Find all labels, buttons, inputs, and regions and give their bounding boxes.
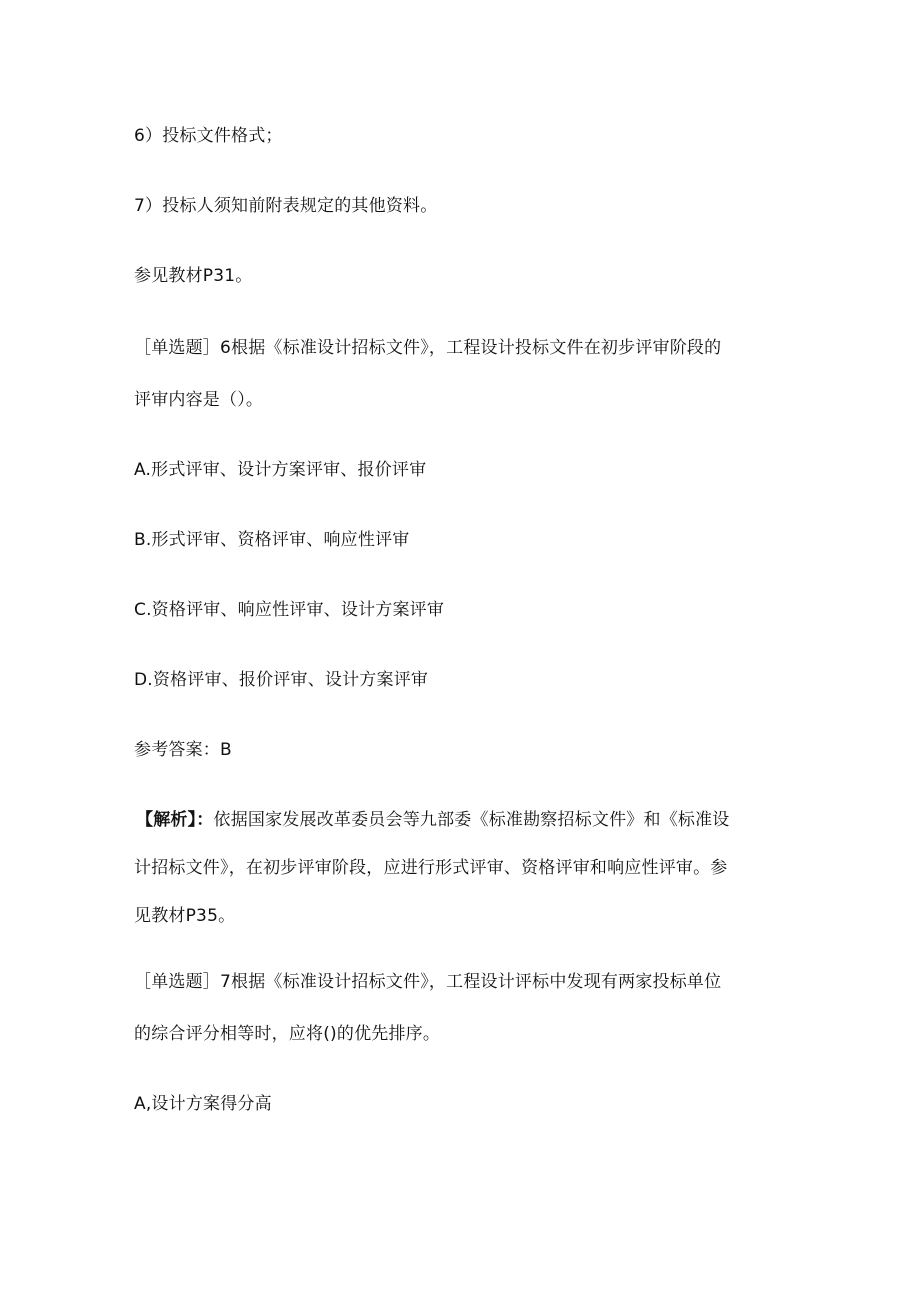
analysis-line-3: 见教材P35。 bbox=[134, 906, 236, 926]
question-6-text-line-2: 评审内容是（）。 bbox=[134, 390, 264, 410]
analysis-line-2: 计招标文件》，在初步评审阶段，应进行形式评审、资格评审和响应性评审。参 bbox=[134, 858, 728, 878]
question-7-text-line-1: ［单选题］7根据《标准设计招标文件》，工程设计评标中发现有两家投标单位 bbox=[134, 972, 722, 992]
question-6-text-line-1: ［单选题］6根据《标准设计招标文件》，工程设计投标文件在初步评审阶段的 bbox=[134, 338, 722, 358]
analysis-text-1: 依据国家发展改革委员会等九部委《标准勘察招标文件》和《标准设 bbox=[213, 810, 730, 830]
option-b: B.形式评审、资格评审、响应性评审 bbox=[134, 530, 410, 550]
option-a: A.形式评审、设计方案评审、报价评审 bbox=[134, 460, 427, 480]
answer-line: 参考答案：B bbox=[134, 740, 232, 760]
option-d: D.资格评审、报价评审、设计方案评审 bbox=[134, 670, 429, 690]
reference-note-1: 参见教材P31。 bbox=[134, 266, 253, 286]
analysis-line-1 bbox=[136, 808, 816, 832]
list-item-7: 7）投标人须知前附表规定的其他资料。 bbox=[134, 196, 438, 216]
question-7-text-line-2: 的综合评分相等时，应将()的优先排序。 bbox=[134, 1024, 441, 1044]
option-c: C.资格评审、响应性评审、设计方案评审 bbox=[134, 600, 445, 620]
list-item-6: 6）投标文件格式； bbox=[134, 126, 283, 146]
analysis-label: 【解析】： bbox=[136, 810, 214, 830]
question-7-option-a: A,设计方案得分高 bbox=[134, 1094, 272, 1114]
